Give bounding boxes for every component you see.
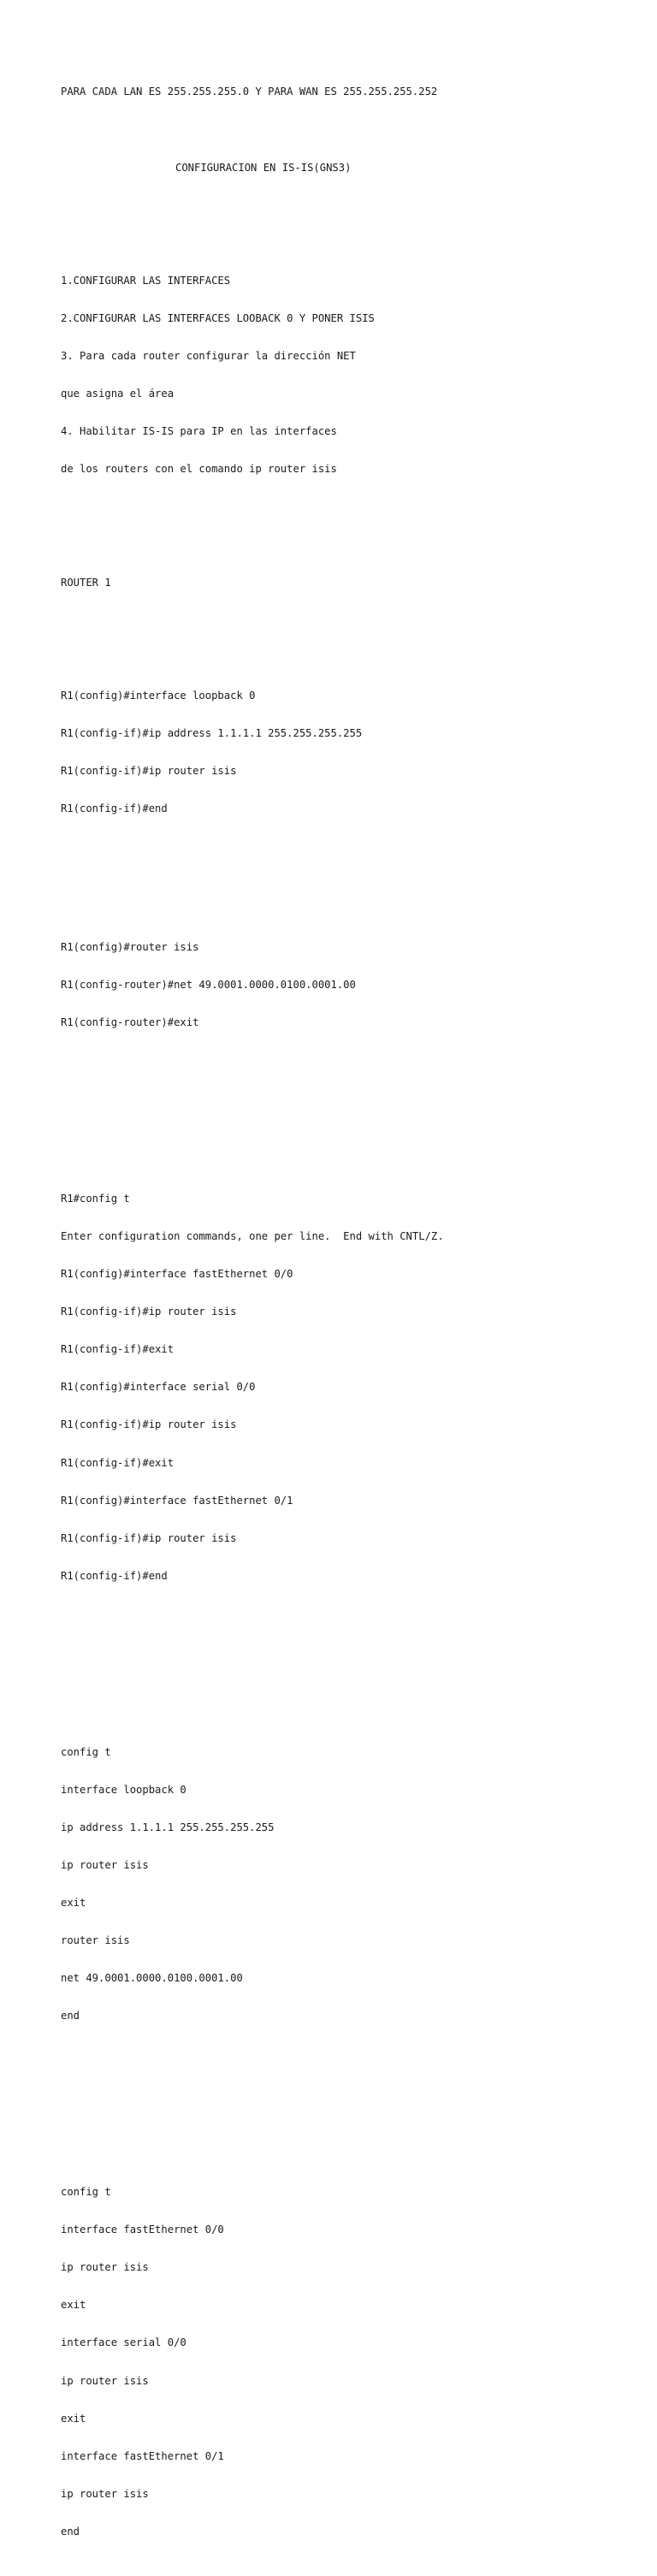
config-line: net 49.0001.0000.0100.0001.00 — [61, 1972, 243, 1985]
blank-line — [61, 866, 642, 879]
step-line: que asigna el área — [61, 388, 175, 400]
blank-line — [61, 124, 642, 137]
step-line: 4. Habilitar IS-IS para IP en las interfaces — [61, 425, 337, 438]
config-line: R1(config-if)#exit — [61, 1343, 175, 1356]
interfaces-config-block — [61, 1168, 642, 1608]
step-line: 2.CONFIGURAR LAS INTERFACES LOOBACK 0 Y PONER ISIS — [61, 311, 375, 324]
config-line: config t — [61, 2186, 111, 2199]
config-line: R1(config-if)#end — [61, 1569, 168, 1582]
config-line: R1(config-if)#ip router isis — [61, 1531, 237, 1544]
router-heading: ROUTER 1 — [61, 576, 111, 589]
loopback-config-block — [61, 665, 642, 841]
config-line: ip router isis — [61, 2487, 149, 2500]
step-line: 1.CONFIGURAR LAS INTERFACES — [61, 274, 231, 287]
config-line: exit — [61, 2299, 86, 2312]
step-line: 3. Para cada router configurar la dirección NET — [61, 350, 356, 363]
config-line: ip address 1.1.1.1 255.255.255.255 — [61, 1821, 275, 1833]
blank-line — [61, 1080, 642, 1093]
config-line: end — [61, 2525, 80, 2538]
document-title: CONFIGURACION EN IS-IS(GNS3) — [175, 161, 352, 174]
summary-config-block-1 — [61, 1720, 642, 2047]
blank-line — [61, 2111, 642, 2123]
config-line: interface serial 0/0 — [61, 2336, 186, 2349]
config-line: interface loopback 0 — [61, 1783, 186, 1796]
config-line: R1(config-if)#ip address 1.1.1.1 255.255.255.255 — [61, 727, 363, 740]
config-line: R1(config)#interface fastEthernet 0/0 — [61, 1268, 293, 1281]
config-line: Enter configuration commands, one per line. End with CNTL/Z. — [61, 1230, 444, 1243]
config-line: ip router isis — [61, 2374, 149, 2387]
blank-line — [61, 1670, 642, 1683]
config-line: exit — [61, 2412, 86, 2425]
config-line: interface fastEthernet 0/0 — [61, 2224, 224, 2236]
config-line: R1(config-router)#exit — [61, 1016, 199, 1029]
config-line: R1(config-if)#end — [61, 802, 168, 815]
config-line: interface fastEthernet 0/1 — [61, 2449, 224, 2462]
blank-line — [61, 526, 642, 539]
blank-line — [61, 614, 642, 627]
blank-line — [61, 2073, 642, 2086]
config-line: R1(config)#interface serial 0/0 — [61, 1381, 256, 1394]
steps-list — [61, 249, 642, 500]
config-line: R1(config-if)#ip router isis — [61, 1418, 237, 1431]
config-line: ip router isis — [61, 2261, 149, 2274]
config-line: ip router isis — [61, 1858, 149, 1871]
config-line: R1(config-if)#ip router isis — [61, 765, 237, 778]
blank-line — [61, 1632, 642, 1645]
config-line: R1(config-if)#exit — [61, 1456, 175, 1469]
config-line: R1(config)#router isis — [61, 940, 199, 953]
router-isis-config-block — [61, 916, 642, 1055]
config-line: R1#config t — [61, 1192, 130, 1205]
step-line: de los routers con el comando ip router isis — [61, 463, 337, 476]
summary-config-block-2 — [61, 2161, 642, 2563]
config-line: R1(config)#interface loopback 0 — [61, 689, 256, 702]
blank-line — [61, 1117, 642, 1130]
config-line: R1(config-if)#ip router isis — [61, 1306, 237, 1318]
intro-text: PARA CADA LAN ES 255.255.255.0 Y PARA WAN ES 255.255.255.252 — [61, 86, 438, 98]
blank-line — [61, 199, 642, 212]
config-line: config t — [61, 1745, 111, 1758]
config-line: end — [61, 2010, 80, 2022]
config-line: R1(config)#interface fastEthernet 0/1 — [61, 1494, 293, 1507]
document-page — [61, 61, 642, 2576]
config-line: router isis — [61, 1934, 130, 1947]
config-line: exit — [61, 1897, 86, 1910]
config-line: R1(config-router)#net 49.0001.0000.0100.0001.00 — [61, 979, 356, 992]
